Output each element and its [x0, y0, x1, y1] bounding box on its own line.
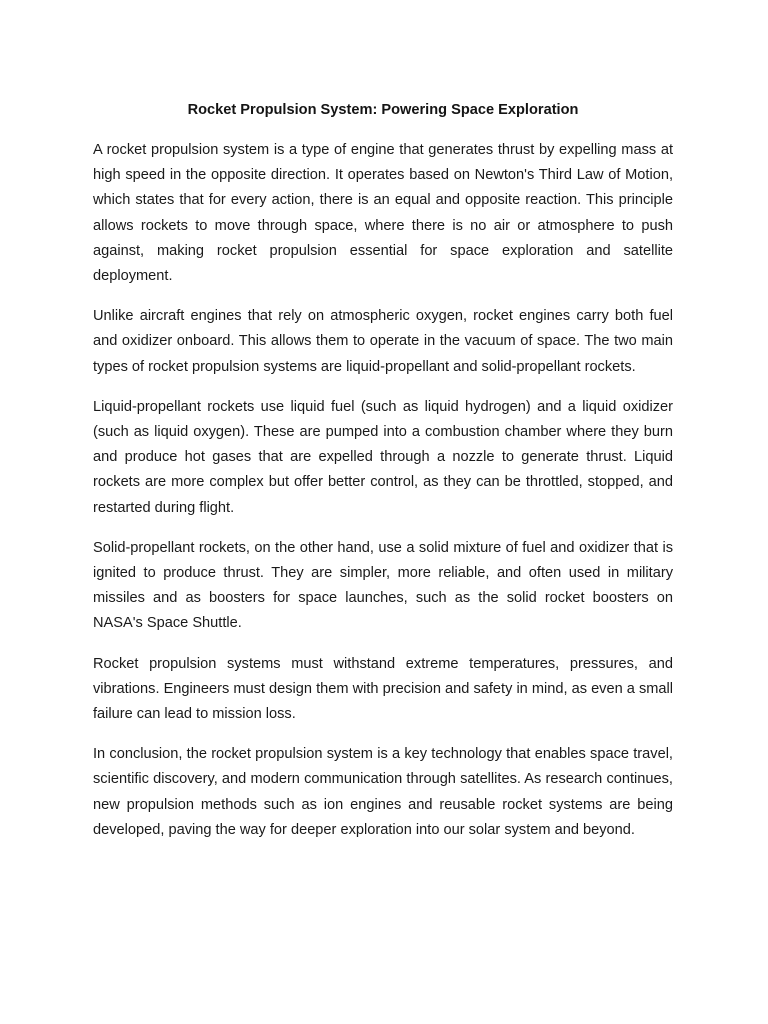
paragraph-engineering-challenges: Rocket propulsion systems must withstand extreme temperatures, pressures, and vibrations. Engineers must design them with precision and safety in mind, as even a small failure can lead to mission loss.: [93, 655, 673, 723]
document-body: [93, 138, 673, 858]
paragraph-introduction: A rocket propulsion system is a type of engine that generates thrust by expelling mass at high speed in the opposite direction. It operates based on Newton's Third Law of Motion, which states that for every action, there is an equal and opposite reaction. This principle allows rockets to move through space, where there is no air or atmosphere to push against, making rocket propulsion essential for space exploration and satellite deployment.: [93, 142, 673, 285]
document-title: Rocket Propulsion System: Powering Space Exploration: [187, 102, 579, 118]
paragraph-liquid-propellant: Liquid-propellant rockets use liquid fuel (such as liquid hydrogen) and a liquid oxidizer (such as liquid oxygen). These are pumped into a combustion chamber where they burn and produce hot gases that are expelled through a nozzle to generate thrust. Liquid rockets are more complex but offer better control, as they can be throttled, stopped, and restarted during flight.: [93, 398, 673, 516]
paragraph-oxidizer-onboard: Unlike aircraft engines that rely on atmospheric oxygen, rocket engines carry both fuel and oxidizer onboard. This allows them to operate in the vacuum of space. The two main types of rocket propulsion systems are liquid-propellant and solid-propellant rockets.: [93, 308, 673, 375]
paragraph-solid-propellant: Solid-propellant rockets, on the other hand, use a solid mixture of fuel and oxidizer that is ignited to produce thrust. They are simpler, more reliable, and often used in military missiles and as boosters for space launches, such as the solid rocket boosters on NASA's Space Shuttle.: [93, 539, 673, 632]
paragraph-conclusion: In conclusion, the rocket propulsion system is a key technology that enables space travel, scientific discovery, and modern communication through satellites. As research continues, new propulsion methods such as ion engines and reusable rocket systems are being developed, paving the way for deeper exploration into our solar system and beyond.: [93, 746, 673, 838]
